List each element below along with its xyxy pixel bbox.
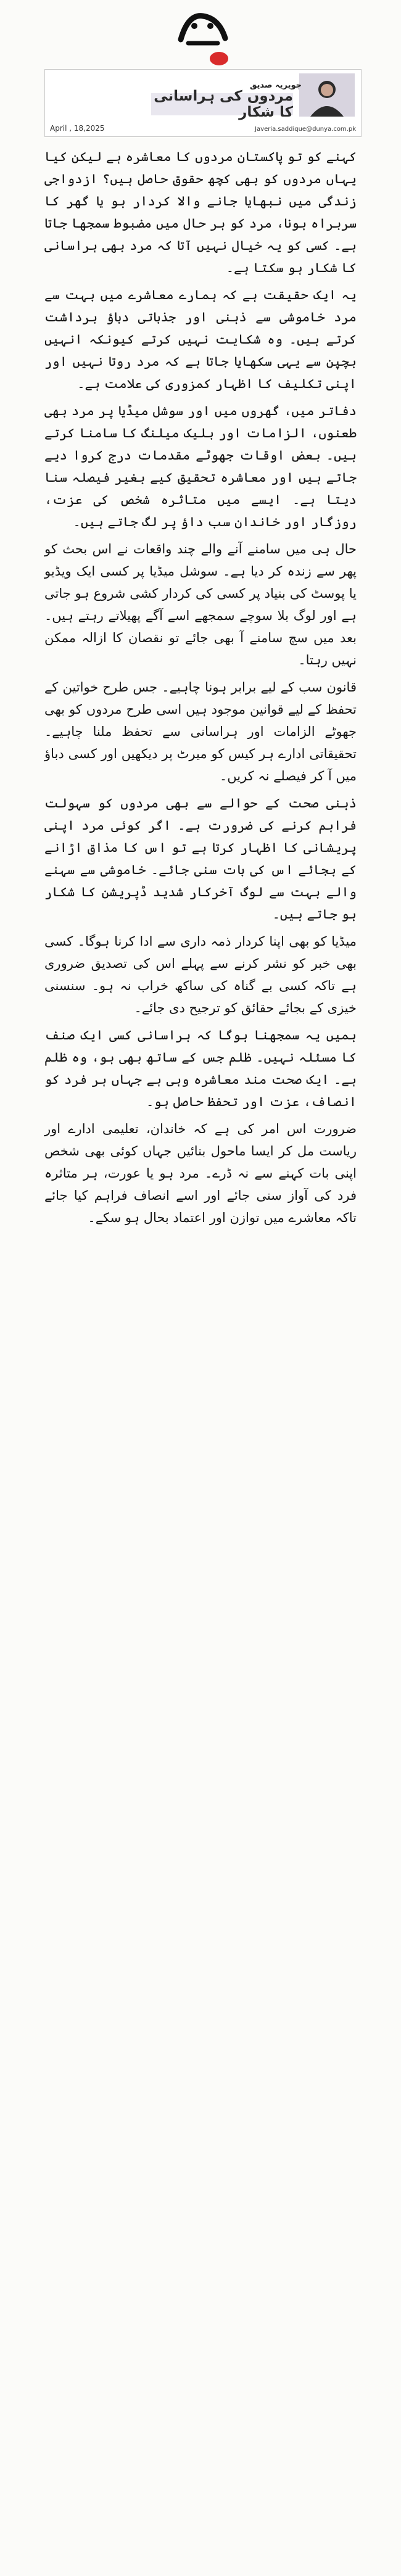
column-header (44, 69, 362, 137)
publish-date: April , 18,2025 (50, 124, 105, 133)
article-paragraph: حال ہی میں سامنے آنے والے چند واقعات نے اس بحث کو پھر سے زندہ کر دیا ہے۔ سوشل میڈیا پر کسی ایک ویڈیو یا پوسٹ کی بنیاد پر کسی کی کردار کشی شروع ہو جاتی ہے اور لوگ بلا سوچے سمجھے اسے آگے پھیلاتے رہتے ہیں۔ بعد میں سچ سامنے آ بھی جائے تو نقصان کا ازالہ ممکن نہیں رہتا۔ (44, 542, 357, 667)
author-email: Javeria.saddique@dunya.com.pk (255, 126, 356, 133)
article-paragraph: یہ ایک حقیقت ہے کہ ہمارے معاشرے میں بہت سے مرد خاموشی سے ذہنی اور جذباتی دباؤ برداشت کرتے ہیں۔ وہ شکایت نہیں کرتے کیونکہ انہیں بچپن سے یہی سکھایا جاتا ہے کہ مرد روتا نہیں اور اپنی تکلیف کا اظہار کمزوری کی علامت ہے۔ (44, 287, 357, 391)
article-paragraph: قانون سب کے لیے برابر ہونا چاہیے۔ جس طرح خواتین کے تحفظ کے لیے قوانین موجود ہیں اسی طرح مردوں کو بھی جھوٹے الزامات اور ہراسانی سے تحفظ ملنا چاہیے۔ تحقیقاتی ادارے ہر کیس کو میرٹ پر دیکھیں اور کسی دباؤ میں آ کر فیصلے نہ کریں۔ (44, 680, 357, 783)
author-portrait-icon (299, 73, 355, 117)
logo-badge (210, 52, 228, 65)
author-name: جویریہ صدیق (249, 81, 302, 90)
dunya-logo (176, 7, 230, 52)
article-paragraph: ذہنی صحت کے حوالے سے بھی مردوں کو سہولت فراہم کرنے کی ضرورت ہے۔ اگر کوئی مرد اپنی پریشانی کا اظہار کرتا ہے تو اس کا مذاق اڑانے کے بجائے اس کی بات سنی جائے۔ خاموشی سے سہنے والے بہت سے لوگ آخرکار شدید ڈپریشن کا شکار ہو جاتے ہیں۔ (44, 796, 357, 922)
article-paragraph: ضرورت اس امر کی ہے کہ خاندان، تعلیمی ادارے اور ریاست مل کر ایسا ماحول بنائیں جہاں کوئی بھی شخص اپنی بات کہنے سے نہ ڈرے۔ مرد ہو یا عورت، ہر متاثرہ فرد کی آواز سنی جائے اور اسے انصاف فراہم کیا جائے تاکہ معاشرے میں توازن اور اعتماد بحال ہو سکے۔ (44, 1121, 357, 1225)
article-paragraph: دفاتر میں، گھروں میں اور سوشل میڈیا پر مرد بھی طعنوں، الزامات اور بلیک میلنگ کا سامنا کرتے ہیں۔ بعض اوقات جھوٹے مقدمات درج کروا دیے جاتے ہیں اور معاشرہ تحقیق کیے بغیر فیصلہ سنا دیتا ہے۔ ایسے میں متاثرہ شخص کی عزت، روزگار اور خاندان سب داؤ پر لگ جاتے ہیں۔ (44, 403, 357, 529)
article-body (44, 146, 357, 1234)
article-paragraph: کہنے کو تو پاکستان مردوں کا معاشرہ ہے لیکن کیا یہاں مردوں کو بھی کچھ حقوق حاصل ہیں؟ ازدواجی زندگی میں نبھایا جانے والا کردار ہو یا گھر کا سربراہ ہونا، مرد کو ہر حال میں مضبوط سمجھا جاتا ہے۔ کسی کو یہ خیال نہیں آتا کہ مرد بھی ہراسانی کا شکار ہو سکتا ہے۔ (44, 149, 357, 275)
column-title: مردوں کی ہراسانی کا شکار (151, 93, 293, 115)
article-paragraph: ہمیں یہ سمجھنا ہوگا کہ ہراسانی کسی ایک صنف کا مسئلہ نہیں۔ ظلم جس کے ساتھ بھی ہو، وہ ظلم ہے۔ ایک صحت مند معاشرہ وہی ہے جہاں ہر فرد کو انصاف، عزت اور تحفظ حاصل ہو۔ (44, 1028, 357, 1109)
author-photo (299, 73, 355, 117)
article-paragraph: میڈیا کو بھی اپنا کردار ذمہ داری سے ادا کرنا ہوگا۔ کسی بھی خبر کو نشر کرنے سے پہلے اس کی تصدیق ضروری ہے تاکہ کسی بے گناہ کی ساکھ خراب نہ ہو۔ سنسنی خیزی کے بجائے حقائق کو ترجیح دی جائے۔ (44, 934, 357, 1015)
